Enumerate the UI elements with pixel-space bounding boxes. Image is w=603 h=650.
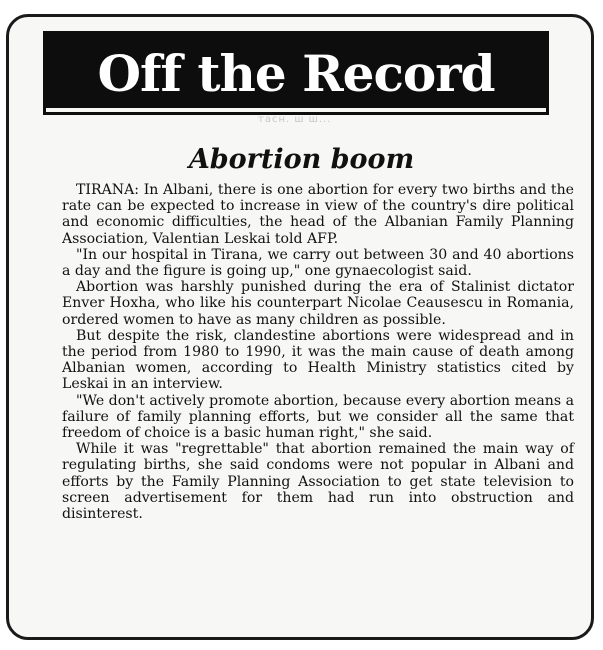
article-paragraph: Abortion was harshly punished during the era of Stalinist dictator Enver Hoxha, who like his counterpart Nicolae Ceausescu in Romania, ordered women to have as many children as possible. — [62, 279, 574, 328]
article-paragraph: TIRANA: In Albani, there is one abortion for every two births and the rate can be expected to increase in view of the country's dire political and economic difficulties, the head of the Albanian Family Planning Association, Valentian Leskai told AFP. — [62, 182, 574, 247]
article-headline: Abortion boom — [188, 144, 415, 175]
article-paragraph: But despite the risk, clandestine abortions were widespread and in the period from 1980 to 1990, it was the main cause of death among Albanian women, according to Health Ministry statistics cited by Leskai in an interview. — [62, 327, 574, 393]
article-paragraph: "We don't actively promote abortion, because every abortion means a failure of family planning efforts, but we consider all the same that freedom of choice is a basic human right," she said. — [62, 392, 574, 442]
article-paragraph: While it was "regrettable" that abortion remained the main way of regulating births, she said condoms were not popular in Albani and efforts by the Family Planning Association to get state television to screen advertisement for them had run into obstruction and disinterest. — [62, 441, 574, 523]
article-body — [62, 182, 574, 522]
masthead-banner — [46, 34, 546, 112]
article-paragraph: "In our hospital in Tirana, we carry out between 30 and 40 abortions a day and the figure is going up," one gynaecologist said. — [62, 246, 574, 280]
masthead-title: Off the Record — [97, 44, 495, 103]
bleed-through-text: тасн. ш ш... — [258, 114, 332, 125]
